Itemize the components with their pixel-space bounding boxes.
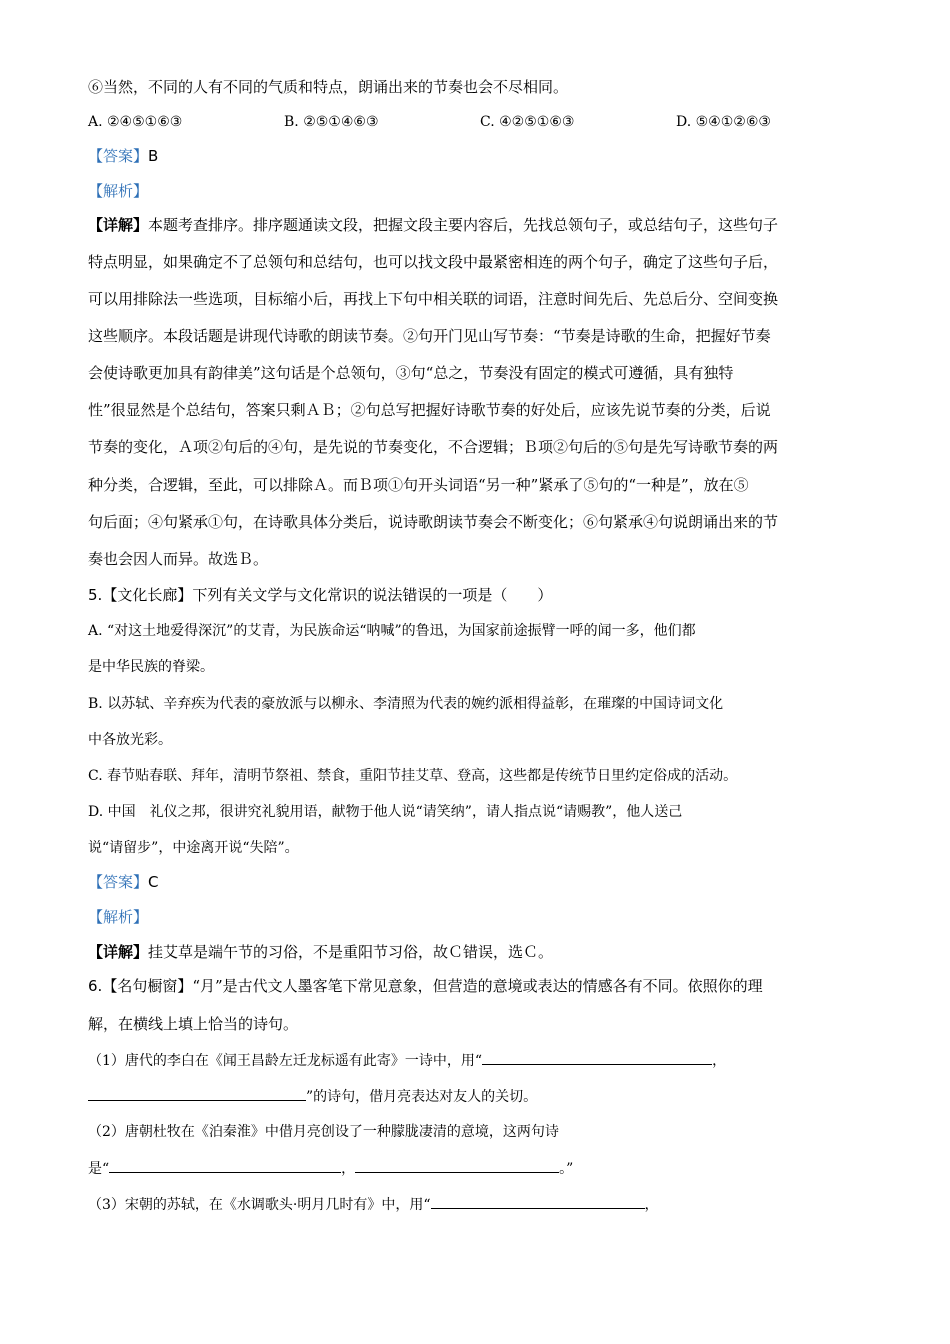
q4-option-d: D. ⑤④①②⑥③ bbox=[676, 114, 771, 130]
q4-detail-line-4: 这些顺序。本段话题是讲现代诗歌的朗读节奏。②句开门见山写节奏：“节奏是诗歌的生命，把握好节奏 bbox=[88, 327, 771, 345]
answer-blank[interactable] bbox=[109, 1158, 341, 1173]
q6-part-2-line-1: （2）唐朝杜牧在《泊秦淮》中借月亮创设了一种朦胧凄清的意境，这两句诗 bbox=[88, 1124, 559, 1140]
q5-option-b-line-2: 中各放光彩。 bbox=[88, 732, 172, 748]
question-tag: 【文化长廊】 bbox=[102, 586, 193, 604]
answer-value: C bbox=[148, 873, 159, 891]
q6-part-2-line-2: 是“ ， 。” bbox=[88, 1158, 878, 1179]
answer-blank[interactable] bbox=[482, 1050, 712, 1065]
q4-sentence-6: ⑥当然，不同的人有不同的气质和特点，朗诵出来的节奏也会不尽相同。 bbox=[88, 78, 569, 96]
q5-option-d-line-1: D. 中国 礼仪之邦，很讲究礼貌用语，献物于他人说“请笑纳”，请人指点说“请赐教”，他人送己 bbox=[88, 804, 683, 820]
question-number: 6. bbox=[88, 977, 103, 995]
q4-analysis-tag: 【解析】 bbox=[88, 182, 149, 200]
q4-detail-line-1: 【详解】本题考查排序。排序题通读文段，把握文段主要内容后，先找总领句子，或总结句子，这些句子 bbox=[88, 216, 779, 234]
q5-analysis-tag: 【解析】 bbox=[88, 908, 149, 926]
question-number: 5. bbox=[88, 586, 103, 604]
q4-detail-line-5: 会使诗歌更加具有韵律美”这句话是个总领句，③句“总之，节奏没有固定的模式可遵循，具有独特 bbox=[88, 364, 734, 382]
q5-option-b-line-1: B. 以苏轼、辛弃疾为代表的豪放派与以柳永、李清照为代表的婉约派相得益彰，在璀璨的中国诗词文化 bbox=[88, 696, 724, 712]
detail-tag: 【详解】 bbox=[88, 216, 149, 234]
q4-detail-line-2: 特点明显，如果确定不了总领句和总结句，也可以找文段中最紧密相连的两个句子，确定了这些句子后， bbox=[88, 253, 779, 271]
q5-option-c: C. 春节贴春联、拜年，清明节祭祖、禁食，重阳节挂艾草、登高，这些都是传统节日里约定俗成的活动。 bbox=[88, 768, 738, 784]
q5-answer bbox=[88, 872, 878, 892]
q4-detail-line-7: 节奏的变化，Ａ项②句后的④句，是先说的节奏变化，不合逻辑；Ｂ项②句后的⑤句是先写诗歌节奏的两 bbox=[88, 438, 779, 456]
q4-detail-line-8: 种分类，合逻辑，至此，可以排除Ａ。而Ｂ项①句开头词语“另一种”紧承了⑤句的“一种是”，放在⑤ bbox=[88, 476, 749, 494]
q4-detail-line-6: 性”很显然是个总结句，答案只剩ＡＢ；②句总写把握好诗歌节奏的好处后，应该先说节奏的分类，后说 bbox=[88, 401, 771, 419]
q4-detail-line-3: 可以用排除法一些选项，目标缩小后，再找上下句中相关联的词语，注意时间先后、先总后分、空间变换 bbox=[88, 290, 779, 308]
q5-option-a-line-1: A. “对这土地爱得深沉”的艾青，为民族命运“呐喊”的鲁迅，为国家前途振臂一呼的闻一多，他们都 bbox=[88, 623, 696, 639]
answer-blank[interactable] bbox=[431, 1194, 645, 1209]
q6-stem-line-2: 解，在横线上填上恰当的诗句。 bbox=[88, 1015, 299, 1033]
q6-part-1-line-2: ”的诗句，借月亮表达对友人的关切。 bbox=[88, 1086, 878, 1107]
q5-stem: 5.【文化长廊】下列有关文学与文化常识的说法错误的一项是（ ） bbox=[88, 586, 553, 604]
q4-detail-line-9: 句后面；④句紧承①句，在诗歌具体分类后，说诗歌朗读节奏会不断变化；⑥句紧承④句说朗诵出来的节 bbox=[88, 513, 779, 531]
question-tag: 【名句橱窗】 bbox=[102, 977, 193, 995]
q5-option-d-line-2: 说“请留步”，中途离开说“失陪”。 bbox=[88, 840, 299, 856]
q5-detail: 【详解】挂艾草是端午节的习俗，不是重阳节习俗，故Ｃ错误，选Ｃ。 bbox=[88, 943, 554, 961]
q4-option-b: B. ②⑤①④⑥③ bbox=[284, 114, 379, 130]
q5-option-a-line-2: 是中华民族的脊梁。 bbox=[88, 659, 214, 675]
answer-blank[interactable] bbox=[355, 1158, 559, 1173]
q6-part-1-line-1: （1）唐代的李白在《闻王昌龄左迁龙标遥有此寄》一诗中，用“ ， bbox=[88, 1050, 878, 1071]
q4-answer bbox=[88, 146, 878, 166]
answer-tag: 【答案】 bbox=[88, 873, 149, 891]
detail-tag: 【详解】 bbox=[88, 943, 149, 961]
q4-options bbox=[88, 112, 878, 132]
answer-value: B bbox=[148, 147, 159, 165]
q6-part-3-line-1: （3）宋朝的苏轼，在《水调歌头·明月几时有》中，用“ ， bbox=[88, 1194, 878, 1215]
q4-option-c: C. ④②⑤①⑥③ bbox=[480, 114, 575, 130]
q4-detail-line-10: 奏也会因人而异。故选Ｂ。 bbox=[88, 550, 269, 568]
q4-option-a: A. ②④⑤①⑥③ bbox=[88, 114, 183, 130]
answer-tag: 【答案】 bbox=[88, 147, 149, 165]
q6-stem-line-1: 6.【名句橱窗】“月”是古代文人墨客笔下常见意象，但营造的意境或表达的情感各有不同。依照你的理 bbox=[88, 977, 763, 995]
answer-blank[interactable] bbox=[88, 1086, 306, 1101]
